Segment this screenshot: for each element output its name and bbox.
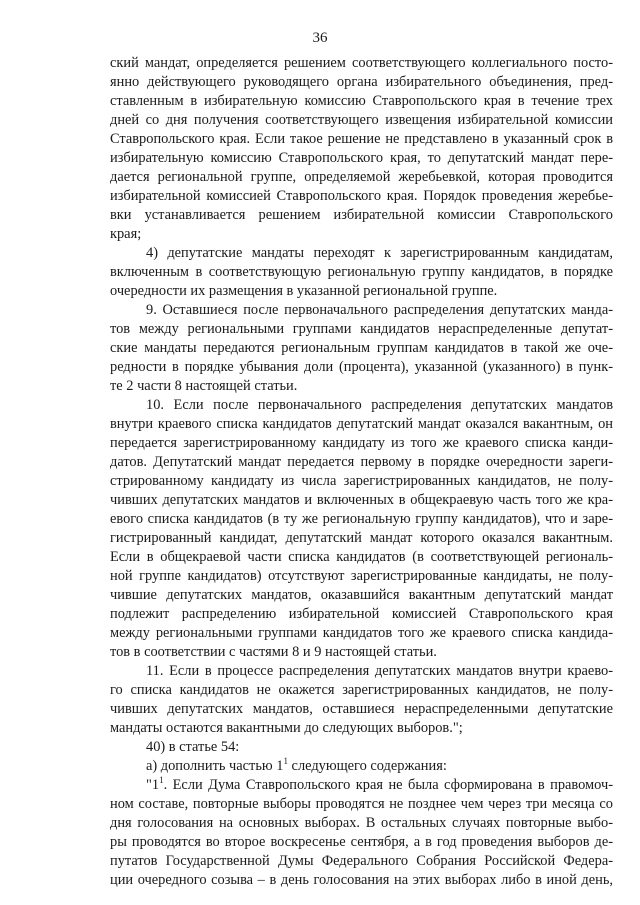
text-line: включенным в соответствующую региональную группу кандидатов, в порядке xyxy=(110,264,613,280)
text-line: 10. Если после первоначального распределения депутатских мандатов xyxy=(146,397,613,413)
text-line: 11. Если в процессе распределения депутатских мандатов внутри краево- xyxy=(146,663,613,679)
text-line: ские мандаты передаются региональным группам кандидатов в такой же оче- xyxy=(110,340,613,356)
text-line: ский мандат, определяется решением соответствующего коллегиального посто- xyxy=(110,55,613,71)
paragraph-p5 xyxy=(110,662,613,738)
paragraph-p2 xyxy=(110,244,613,301)
paragraph-p3 xyxy=(110,301,613,396)
quote-line: путатов Государственной Думы Федерального Собрания Российской Федера- xyxy=(110,853,613,869)
text-line: редности в порядке убывания доли (процента), указанной (указанного) в пунк- xyxy=(110,359,613,375)
text-line: подлежит распределению избирательной комиссией Ставропольского края xyxy=(110,606,613,622)
amendment-line xyxy=(110,757,613,776)
paragraph-p1 xyxy=(110,54,613,244)
text-line: го списка кандидатов не окажется зарегистрированных кандидатов, не полу- xyxy=(110,682,613,698)
text-line: тов между региональными группами кандидатов нераспределенные депутат- xyxy=(110,321,613,337)
paragraph-p4 xyxy=(110,396,613,662)
text-line: тов в соответствии с частями 8 и 9 настоящей статьи. xyxy=(110,644,437,660)
document-body xyxy=(110,54,613,890)
text-line: 9. Оставшиеся после первоначального распределения депутатских манда- xyxy=(146,302,613,318)
text-line: ставленным в избирательную комиссию Ставропольского края в течение трех xyxy=(110,93,613,109)
text-line: дней со дня получения соответствующего извещения избирательной комиссии xyxy=(110,112,613,128)
text-line: дается региональной группе, определяемой жеребьевкой, которая проводится xyxy=(110,169,613,185)
text-line: очередности их размещения в указанной региональной группе. xyxy=(110,283,498,299)
text-line: чивших депутатских мандатов, оставшиеся нераспределенными депутатские xyxy=(110,701,613,717)
text-line: 40) в статье 54: xyxy=(146,739,240,755)
quote-first-line xyxy=(110,776,613,795)
text-line: ной группе кандидатов) отсутствуют зарегистрированные кандидаты, не полу- xyxy=(110,568,613,584)
text-line: между региональными группами кандидатов того же краевого списка кандида- xyxy=(110,625,613,641)
amendment-suffix: следующего содержания: xyxy=(287,758,447,774)
text-line: чивших депутатских мандатов и включенных в общекраевую часть того же кра- xyxy=(110,492,613,508)
text-line: внутри краевого списка кандидатов депутатский мандат оказался вакантным, он xyxy=(110,416,613,432)
text-line: гистрированный кандидат, депутатский мандат которого оказался вакантным. xyxy=(110,530,613,546)
quote-paragraph xyxy=(110,776,613,890)
text-line: избирательной комиссией Ставропольского края. Порядок проведения жеребье- xyxy=(110,188,613,204)
text-line: вки устанавливается решением избирательной комиссии Ставропольского xyxy=(110,207,613,223)
text-line: 4) депутатские мандаты переходят к зарегистрированным кандидатам, xyxy=(146,245,613,261)
text-line: края; xyxy=(110,226,142,242)
text-line: Если в общекраевой части списка кандидатов (в соответствующей региональ- xyxy=(110,549,613,565)
text-line: янно действующего руководящего органа избирательного объединения, пред- xyxy=(110,74,613,90)
quote-line: ном составе, повторные выборы проводятся не позднее чем через три месяца со xyxy=(110,796,613,812)
text-line: Ставропольского края. Если такое решение не представлено в указанный срок в xyxy=(110,131,613,147)
text-line: евого списка кандидатов (в ту же региональную группу кандидатов), что и заре- xyxy=(110,511,613,527)
amendment-prefix: а) дополнить частью 1 xyxy=(146,758,284,774)
text-line: чившие депутатских мандатов, оказавшийся вакантным депутатский мандат xyxy=(110,587,613,603)
quote-open: "1 xyxy=(146,777,160,793)
text-line: мандаты остаются вакантными до следующих выборов."; xyxy=(110,720,463,736)
page-number: 36 xyxy=(312,30,328,46)
text-line: избирательную комиссию Ставропольского края, то депутатский мандат пере- xyxy=(110,150,613,166)
text-line: передается зарегистрированному кандидату из того же краевого списка канди- xyxy=(110,435,613,451)
quote-first-line-rest: . Если Дума Ставропольского края не была сформирована в правомоч- xyxy=(163,777,613,793)
paragraph-container xyxy=(110,54,613,757)
quote-line: ции очередного созыва – в день голосования на этих выборах либо в иной день, xyxy=(110,872,613,888)
amendment-superscript: 1 xyxy=(283,756,288,767)
text-line: датов. Депутатский мандат передается первому в порядке очередности зареги- xyxy=(110,454,613,470)
text-line: стрированному кандидату из числа зарегистрированных кандидатов, не полу- xyxy=(110,473,613,489)
text-line: те 2 части 8 настоящей статьи. xyxy=(110,378,298,394)
quote-line: дня голосования на основных выборах. В остальных случаях повторные выбо- xyxy=(110,815,613,831)
quote-line: ры проводятся во второе воскресенье сентября, а в год проведения выборов де- xyxy=(110,834,613,850)
paragraph-p6 xyxy=(110,738,613,757)
quote-superscript: 1 xyxy=(159,775,164,786)
